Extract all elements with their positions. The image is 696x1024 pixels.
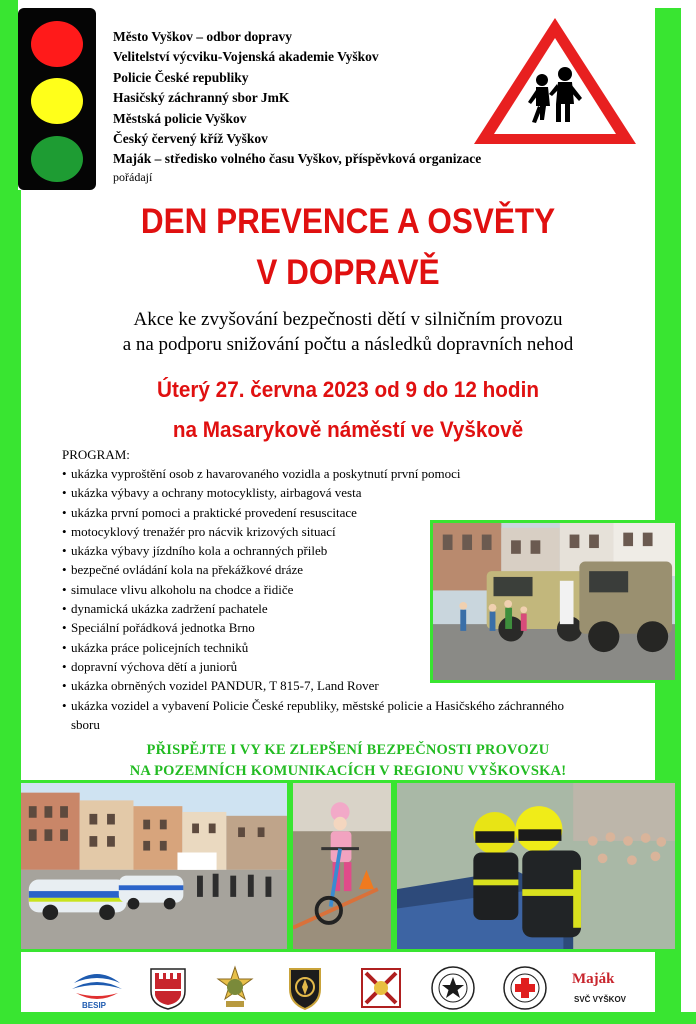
- organizer: Velitelství výcviku-Vojenská akademie Vyškov: [113, 49, 379, 65]
- cta-line-2: NA POZEMNÍCH KOMUNIKACÍCH V REGIONU VYŠKOVSKA!: [129, 762, 567, 779]
- organizer: Maják – středisko volného času Vyškov, příspěvková organizace: [113, 151, 482, 167]
- program-item: • motocyklový trenažér pro nácvik krizových situací: [62, 522, 592, 541]
- subtitle-line-1: Akce ke zvyšování bezpečnosti dětí v silničním provozu: [133, 309, 563, 330]
- training-command-emblem-icon: [358, 965, 404, 1011]
- program-item: • ukázka výbavy jízdního kola a ochranných přileb: [62, 541, 592, 560]
- majak-label: Maják: [572, 971, 615, 987]
- event-date-place: [65, 370, 632, 450]
- cta-line-1: PŘISPĚJTE I VY KE ZLEPŠENÍ BEZPEČNOSTI PROVOZU: [146, 742, 550, 758]
- program-item: • dynamická ukázka zadržení pachatele: [62, 599, 592, 618]
- program-item: • dopravní výchova dětí a juniorů: [62, 657, 592, 676]
- organizers-list: [113, 27, 482, 184]
- besip-logo-icon: [68, 965, 126, 1011]
- yellow-lamp: [31, 78, 83, 124]
- call-to-action: [40, 740, 656, 781]
- program-item: • ukázka obrněných vozidel PANDUR, T 815-7, Land Rover: [62, 676, 592, 695]
- subtitle-line-2: a na podporu snižování počtu a následků dopravních nehod: [122, 334, 574, 355]
- green-lamp: [31, 136, 83, 182]
- headline-line-1: DEN PREVENCE A OSVĚTY: [140, 202, 556, 241]
- organizer: Hasičský záchranný sbor JmK: [113, 90, 290, 106]
- program-item: • ukázka práce policejních techniků: [62, 638, 592, 657]
- event-headline: [71, 196, 625, 298]
- traffic-light-icon: [18, 8, 96, 190]
- program-item: • ukázka vozidel a vybavení Policie České republiky, městské policie a Hasičského záchranného sboru: [62, 696, 592, 735]
- program-item: • ukázka vyproštění osob z havarovaného vozidla a poskytnutí první pomoci: [62, 464, 592, 483]
- event-subtitle: [40, 307, 656, 357]
- fire-rescue-emblem-icon: [282, 965, 328, 1011]
- majak-svc-logo: [570, 965, 626, 1011]
- vyskov-coat-of-arms-icon: [145, 965, 191, 1011]
- program-item: • Speciální pořádková jednotka Brno: [62, 618, 592, 637]
- czech-red-cross-logo-icon: [502, 965, 548, 1011]
- partner-logos: [60, 965, 650, 1011]
- event-date: Úterý 27. června 2023 od 9 do 12 hodin: [157, 377, 539, 402]
- armored-vehicles-photo: [430, 520, 678, 683]
- program-item: • ukázka první pomoci a praktické provedení resuscitace: [62, 503, 592, 522]
- besip-label: BESIP: [82, 1001, 107, 1010]
- children-crossing-sign-icon: [470, 14, 640, 148]
- firefighter-rescue-photo: [394, 780, 678, 952]
- town-square-police-photo: [18, 780, 290, 952]
- organizer: Město Vyškov – odbor dopravy: [113, 29, 293, 44]
- program-item: • ukázka výbavy a ochrany motocyklisty, airbagová vesta: [62, 483, 592, 502]
- green-border-left: [0, 0, 18, 1024]
- green-border-bottom: [0, 1012, 696, 1024]
- headline-line-2: V DOPRAVĚ: [256, 253, 440, 292]
- organizer: Městská policie Vyškov: [113, 110, 247, 126]
- organizer: Český červený kříž Vyškov: [113, 131, 268, 147]
- program-title: PROGRAM:: [62, 447, 130, 462]
- police-czech-republic-logo-icon: [430, 965, 476, 1011]
- program-item: • simulace vlivu alkoholu na chodce a řidiče: [62, 580, 592, 599]
- organizer: Policie České republiky: [113, 69, 249, 85]
- military-academy-emblem-icon: [212, 965, 258, 1011]
- organizers-suffix: pořádají: [113, 169, 153, 184]
- red-lamp: [31, 21, 83, 67]
- event-place: na Masarykově náměstí ve Vyškově: [172, 417, 524, 442]
- program-item: • bezpečné ovládání kola na překážkové dráze: [62, 560, 592, 579]
- svc-vyskov-label: SVČ VYŠKOV: [574, 995, 627, 1004]
- child-bike-course-photo: [290, 780, 394, 952]
